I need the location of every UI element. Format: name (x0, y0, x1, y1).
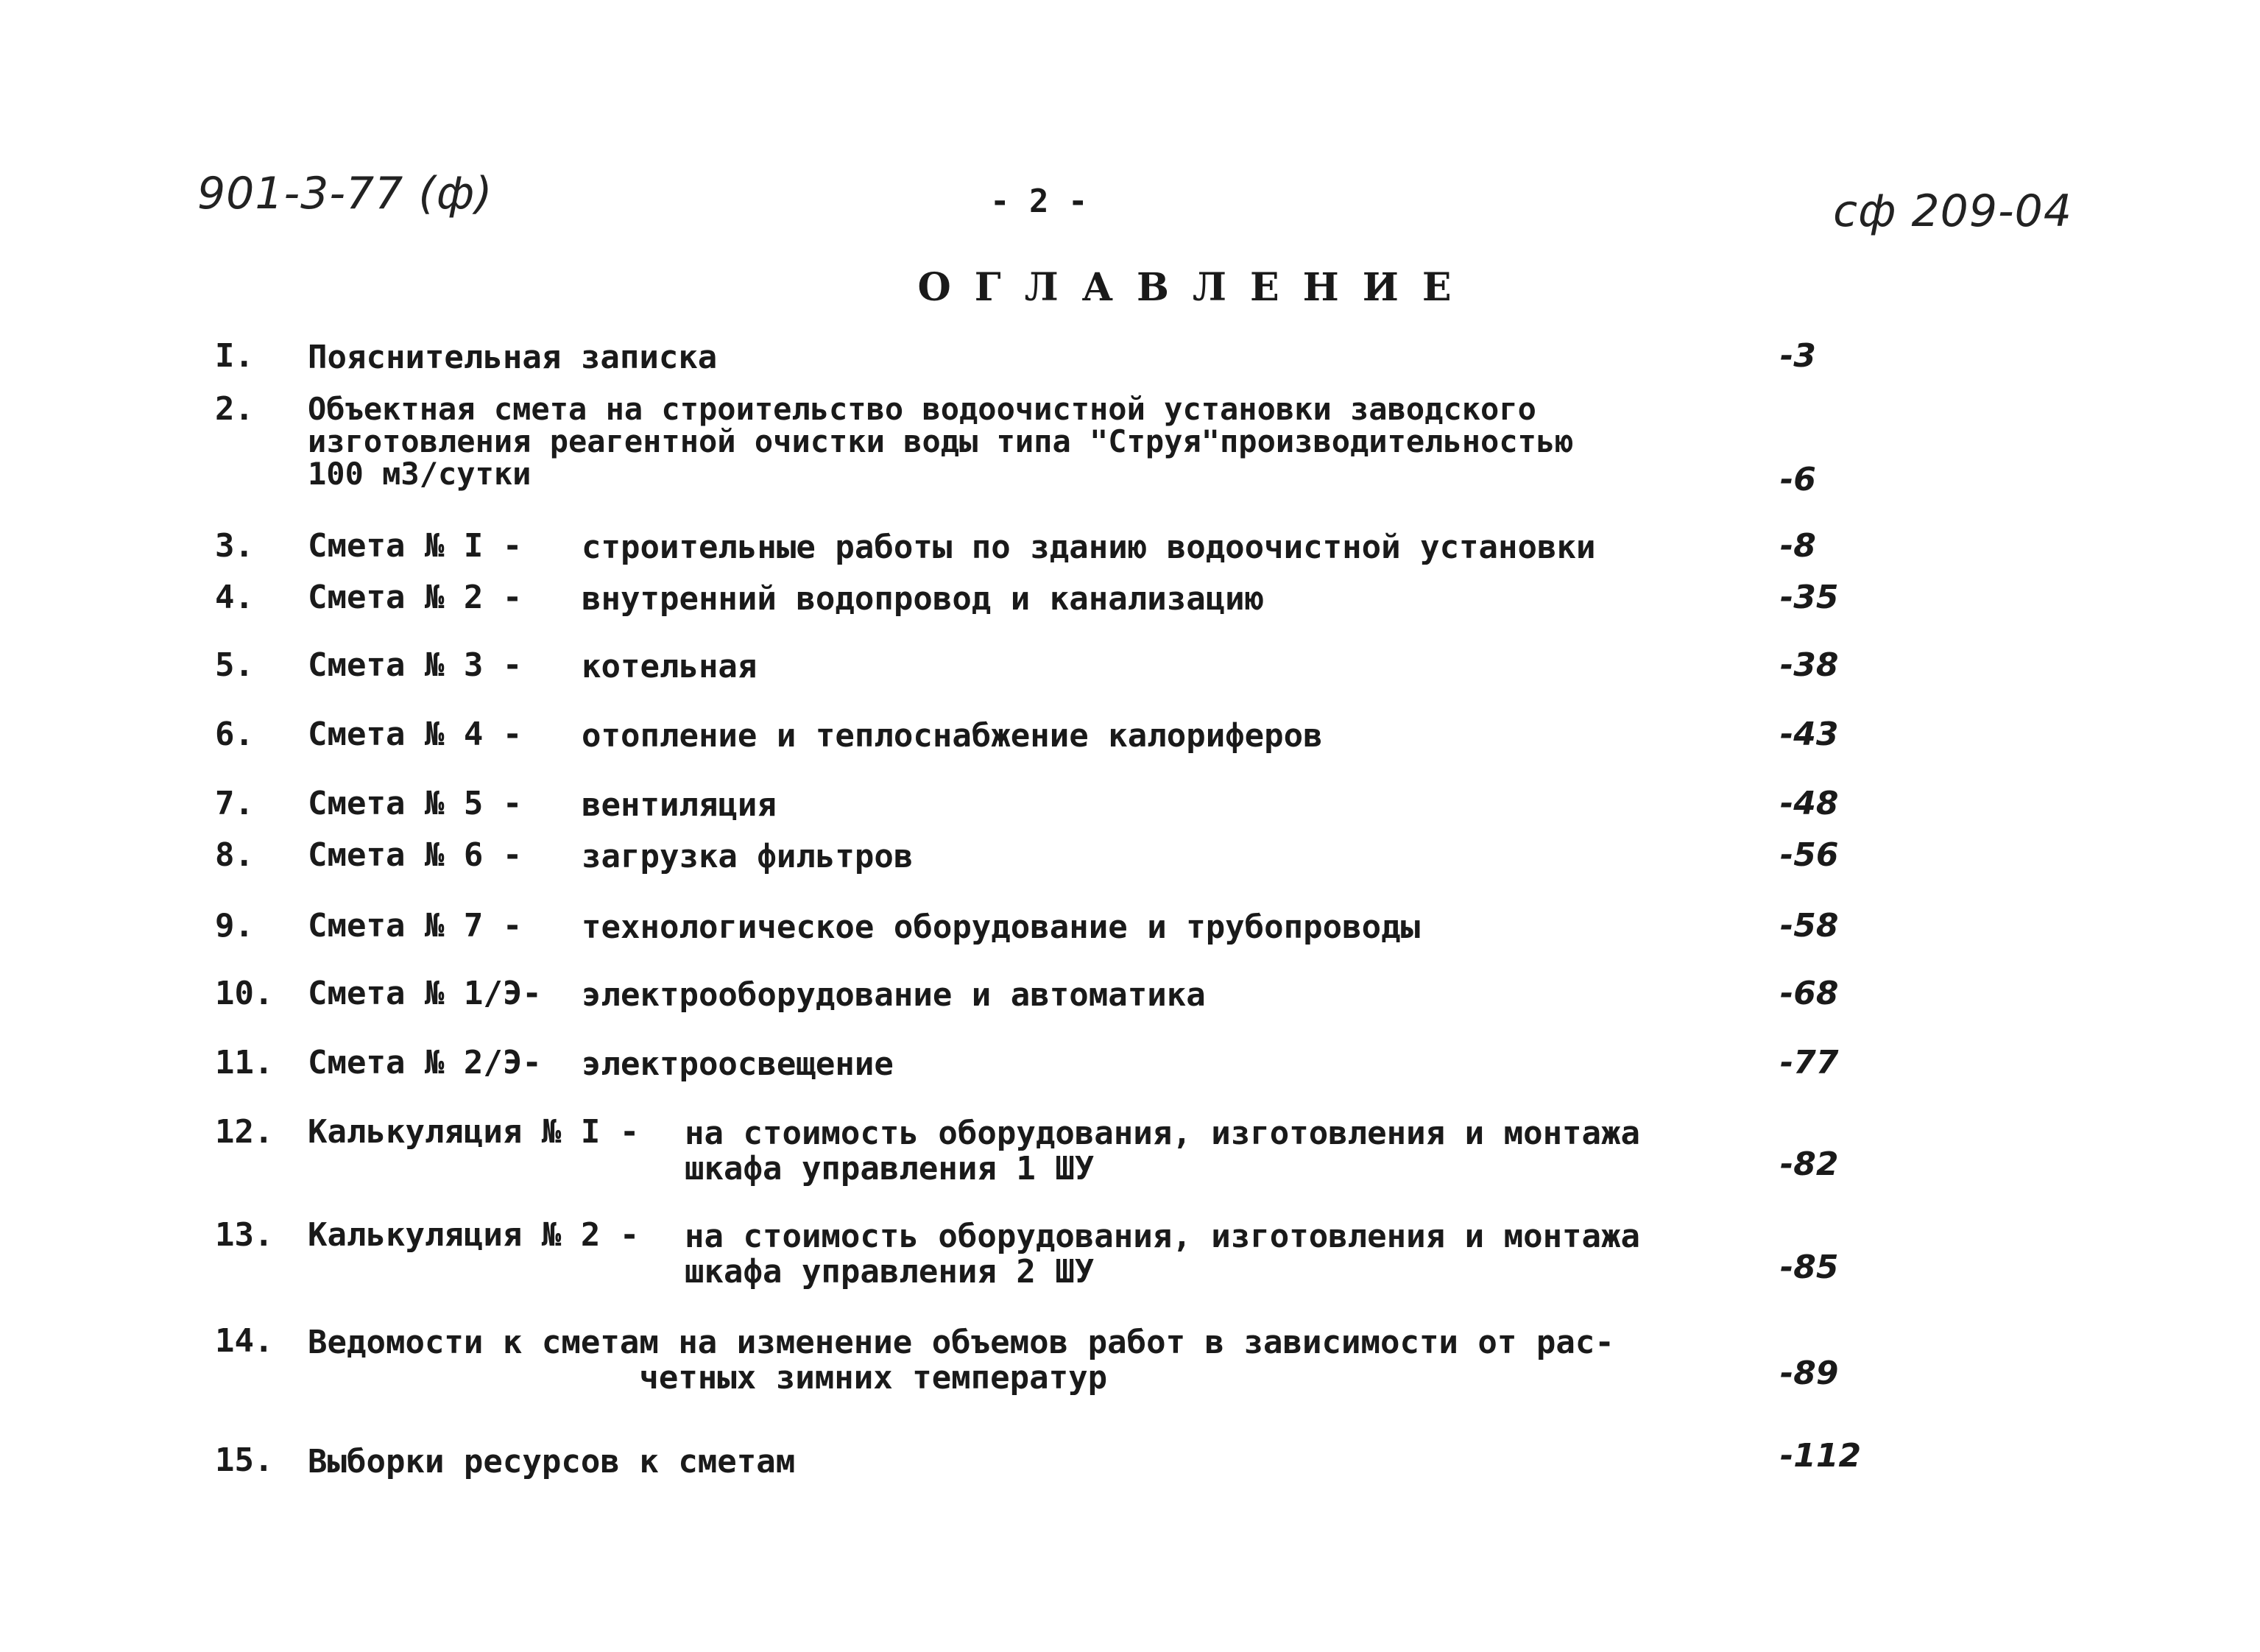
entry-number: 10. (215, 975, 274, 1012)
entry-number: 3. (215, 527, 254, 565)
entry-label: Смета № 3 - (308, 646, 523, 684)
entry-description: электрооборудование и автоматика (582, 976, 1206, 1014)
entry-description: строительные работы по зданию водоочистной установки (582, 529, 1596, 566)
entry-number: 14. (215, 1322, 274, 1360)
entry-label: Смета № 1/Э- (308, 975, 542, 1012)
entry-description: вентиляция (582, 786, 777, 824)
entry-page: -58 (1780, 907, 1839, 945)
entry-description: Объектная смета на строительство водоочистной установки заводского изготовления реагентной очистки воды типа "Струя"производительностью 100 м3/сутки (308, 391, 1574, 492)
entry-description: котельная (582, 648, 758, 685)
entry-description: Ведомости к сметам на изменение объемов работ в зависимости от рас- четных зимних температур (308, 1324, 1614, 1397)
entry-number: 6. (215, 716, 254, 753)
toc-title: ОГЛАВЛЕНИЕ (917, 265, 1475, 310)
entry-description: технологическое оборудование и трубопроводы (582, 908, 1421, 946)
entry-label: Смета № 2/Э- (308, 1044, 542, 1081)
entry-description: на стоимость оборудования, изготовления и монтажа шкафа управления 1 ШУ (685, 1115, 1641, 1187)
entry-page: -89 (1780, 1355, 1839, 1392)
entry-label: Смета № I - (308, 527, 523, 565)
entry-page: -35 (1780, 579, 1839, 616)
entry-label: Смета № 4 - (308, 716, 523, 753)
entry-page: -8 (1780, 527, 1816, 565)
entry-page: -38 (1780, 646, 1839, 684)
sheet-code: сф 209-04 (1833, 186, 2072, 237)
entry-number: 13. (215, 1216, 274, 1254)
entry-label: Смета № 6 - (308, 836, 523, 874)
entry-description: Выборки ресурсов к сметам (308, 1443, 796, 1480)
entry-number: 12. (215, 1113, 274, 1151)
entry-page: -43 (1780, 716, 1839, 753)
entry-label: Калькуляция № 2 - (308, 1216, 640, 1254)
page-number: - 2 - (990, 183, 1088, 220)
entry-description: электроосвещение (582, 1045, 894, 1083)
entry-page: -82 (1780, 1146, 1839, 1183)
entry-number: 8. (215, 836, 254, 874)
entry-number: 5. (215, 646, 254, 684)
entry-page: -48 (1780, 785, 1839, 822)
entry-label: Смета № 2 - (308, 579, 523, 616)
entry-number: 2. (215, 390, 254, 428)
entry-page: -6 (1780, 461, 1816, 498)
document-code: 901-3-77 (ф) (197, 168, 493, 219)
entry-description: загрузка фильтров (582, 838, 914, 875)
entry-label: Смета № 5 - (308, 785, 523, 822)
entry-number: I. (215, 337, 254, 375)
entry-page: -112 (1780, 1437, 1862, 1475)
entry-page: -56 (1780, 836, 1839, 874)
entry-page: -68 (1780, 975, 1839, 1012)
entry-label: Калькуляция № I - (308, 1113, 640, 1151)
entry-page: -77 (1780, 1044, 1839, 1081)
entry-page: -85 (1780, 1249, 1839, 1286)
entry-description: отопление и теплоснабжение калориферов (582, 717, 1323, 755)
entry-number: 9. (215, 907, 254, 945)
entry-description: на стоимость оборудования, изготовления и монтажа шкафа управления 2 ШУ (685, 1218, 1641, 1291)
entry-label: Смета № 7 - (308, 907, 523, 945)
entry-page: -3 (1780, 337, 1816, 375)
entry-number: 4. (215, 579, 254, 616)
entry-description: внутренний водопровод и канализацию (582, 580, 1265, 618)
entry-description: Пояснительная записка (308, 339, 718, 376)
entry-number: 7. (215, 785, 254, 822)
entry-number: 11. (215, 1044, 274, 1081)
entry-number: 15. (215, 1441, 274, 1479)
